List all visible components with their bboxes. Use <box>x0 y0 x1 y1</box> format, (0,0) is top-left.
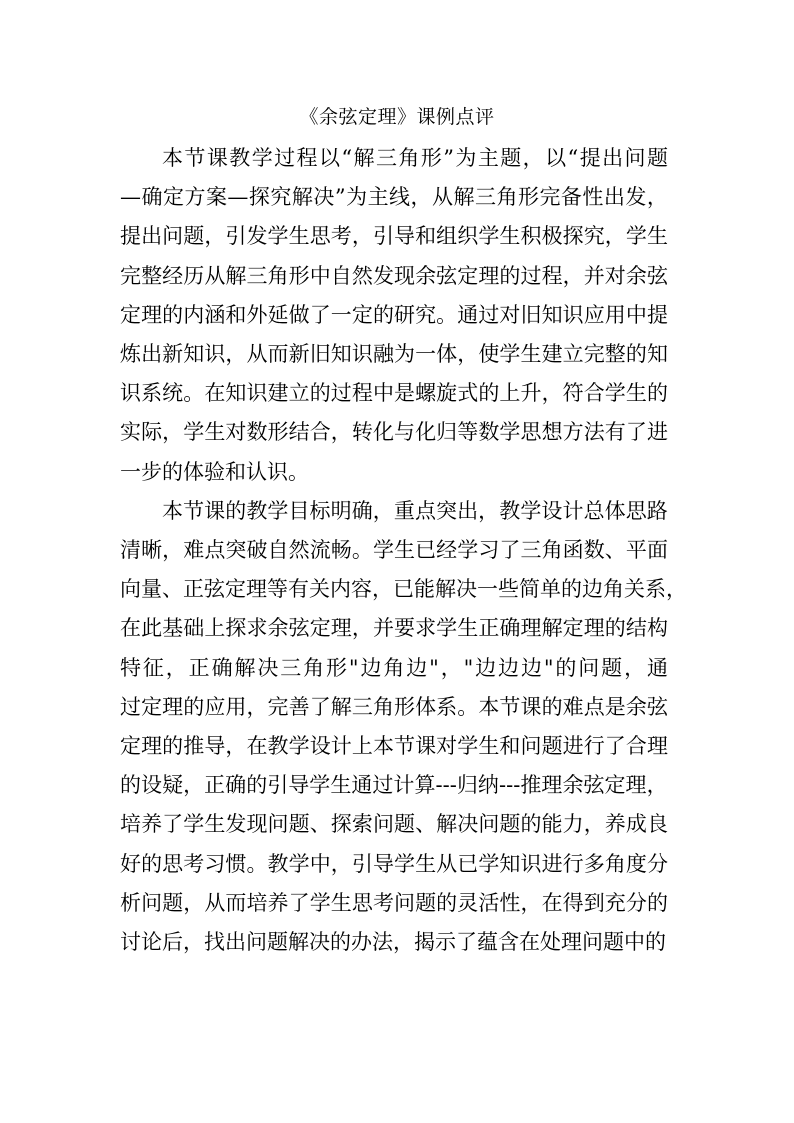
text-line: 完 整 经 历 从 解 三 角 形 中 自 然 发 现 余 弦 定 理 的 过 程 ， 并 对 余 弦 <box>120 264 668 288</box>
text-line: — 确 定 方 案 — 探 究 解 决 ” 为 主 线 ， 从 解 三 角 形 完 备 性 出 发 ， <box>120 185 668 209</box>
text-line: 讨论后，找出问题解决的办法，揭示了蕴含在处理问题中的 <box>120 930 666 954</box>
text-line: 培 养 了 学 生 发 现 问 题 、 探 索 问 题 、 解 决 问 题 的 能 力 ， 养 成 良 <box>120 812 668 836</box>
text-line: 炼 出 新 知 识 ， 从 而 新 旧 知 识 融 为 一 体 ， 使 学 生 建 立 完 整 的 知 <box>120 342 668 366</box>
text-line: 特 征 ， 正 确 解 决 三 角 形 " 边 角 边 " ， " 边 边 边 " 的 问 题 ， 通 <box>120 656 668 680</box>
text-line: 的 设 疑 ， 正 确 的 引 导 学 生 通 过 计 算 - - - 归 纳 - - - 推 理 余 弦 定 理 ， <box>120 773 668 797</box>
text-line: 过 定 理 的 应 用 ， 完 善 了 解 三 角 形 体 系 。 本 节 课 的 难 点 是 余 弦 <box>120 695 668 719</box>
text-line: 本 节 课 的 教 学 目 标 明 确 ， 重 点 突 出 ， 教 学 设 计 总 体 思 路 <box>162 499 668 523</box>
text-line: 定 理 的 推 导 ， 在 教 学 设 计 上 本 节 课 对 学 生 和 问 题 进 行 了 合 理 <box>120 734 668 758</box>
text-line: 提 出 问 题 ， 引 发 学 生 思 考 ， 引 导 和 组 织 学 生 积 极 探 究 ， 学 生 <box>120 224 668 248</box>
text-line: 清 晰 ， 难 点 突 破 自 然 流 畅 。 学 生 已 经 学 习 了 三 角 函 数 、 平 面 <box>120 538 668 562</box>
document-title: 《余弦定理》课例点评 <box>299 106 495 128</box>
text-line: 识 系 统 。 在 知 识 建 立 的 过 程 中 是 螺 旋 式 的 上 升 ， 符 合 学 生 的 <box>120 381 668 405</box>
text-line: 析 问 题 ， 从 而 培 养 了 学 生 思 考 问 题 的 灵 活 性 ， 在 得 到 充 分 的 <box>120 891 668 915</box>
text-line: 向 量 、 正 弦 定 理 等 有 关 内 容 ， 已 能 解 决 一 些 简 单 的 边 角 关 系 ， <box>120 577 687 601</box>
text-line: 在 此 基 础 上 探 求 余 弦 定 理 ， 并 要 求 学 生 正 确 理 解 定 理 的 结 构 <box>120 616 668 640</box>
text-line: 一步的体验和认识。 <box>120 460 309 484</box>
text-line: 好 的 思 考 习 惯 。 教 学 中 ， 引 导 学 生 从 已 学 知 识 进 行 多 角 度 分 <box>120 852 668 876</box>
text-line: 定 理 的 内 涵 和 外 延 做 了 一 定 的 研 究 。 通 过 对 旧 知 识 应 用 中 提 <box>120 303 668 327</box>
text-line: 实 际 ， 学 生 对 数 形 结 合 ， 转 化 与 化 归 等 数 学 思 想 方 法 有 了 进 <box>120 420 668 444</box>
text-line: 本 节 课 教 学 过 程 以 “ 解 三 角 形 ” 为 主 题 ， 以 “ 提 出 问 题 <box>162 146 668 170</box>
